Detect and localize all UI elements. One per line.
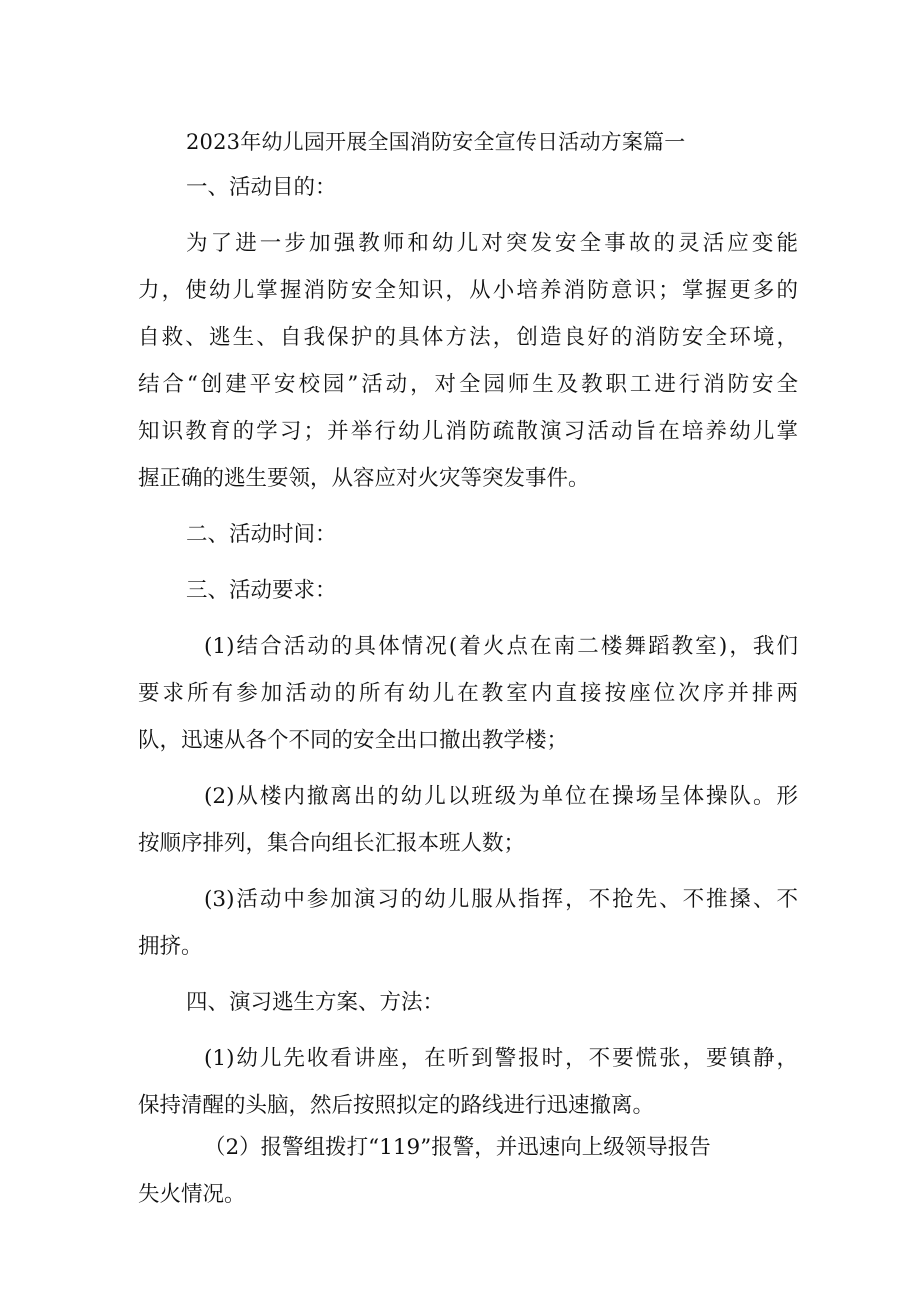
requirement-item-1: [138, 631, 798, 757]
paragraph-line: 握正确的逃生要领，从容应对火灾等突发事件。: [138, 466, 590, 491]
paragraph-line: (3)活动中参加演习的幼儿服从指挥，不抢先、不推搡、不: [204, 887, 798, 912]
section-heading-time: 二、活动时间：: [186, 522, 337, 547]
paragraph-line: 为了进一步加强教师和幼儿对突发安全事故的灵活应变能: [186, 231, 798, 256]
paragraph-line: (2)从楼内撤离出的幼儿以班级为单位在操场呈体操队。形: [204, 784, 798, 809]
drill-item-2: [138, 1132, 798, 1211]
paragraph-line: 队，迅速从各个不同的安全出口撤出教学楼；: [138, 728, 569, 753]
paragraph-line: (1)结合活动的具体情况(着火点在南二楼舞蹈教室)，我们: [204, 634, 798, 659]
paragraph-line: 拥挤。: [138, 934, 203, 959]
document-title: 2023年幼儿园开展全国消防安全宣传日活动方案篇一: [186, 130, 686, 154]
paragraph-line: 知识教育的学习；并举行幼儿消防疏散演习活动旨在培养幼儿掌: [138, 419, 798, 444]
paragraph-line: (1)幼儿先收看讲座，在听到警报时，不要慌张，要镇静，: [204, 1046, 798, 1071]
section-heading-requirements: 三、活动要求：: [186, 578, 337, 603]
document-page: [138, 126, 798, 1235]
paragraph-line: 保持清醒的头脑，然后按照拟定的路线进行迅速撤离。: [138, 1093, 655, 1118]
paragraph-line: 自救、逃生、自我保护的具体方法，创造良好的消防安全环境，: [138, 325, 798, 350]
paragraph-line: 力，使幼儿掌握消防安全知识，从小培养消防意识；掌握更多的: [138, 278, 798, 303]
paragraph-line: 要求所有参加活动的所有幼儿在教室内直接按座位次序并排两: [138, 681, 798, 706]
section-heading-purpose: 一、活动目的：: [186, 175, 337, 200]
requirement-item-3: [138, 884, 798, 963]
section-heading-drill-plan: 四、演习逃生方案、方法：: [186, 990, 445, 1015]
requirement-item-2: [138, 781, 798, 860]
paragraph-line: 按顺序排列，集合向组长汇报本班人数；: [138, 831, 526, 856]
paragraph-line: 失火情况。: [138, 1182, 246, 1207]
paragraph-line: （2）报警组拨打“119”报警，并迅速向上级领导报告: [204, 1135, 711, 1160]
paragraph-line: 结合“创建平安校园”活动，对全园师生及教职工进行消防安全: [138, 372, 798, 397]
drill-item-1: [138, 1043, 798, 1122]
paragraph-purpose: [138, 228, 798, 495]
